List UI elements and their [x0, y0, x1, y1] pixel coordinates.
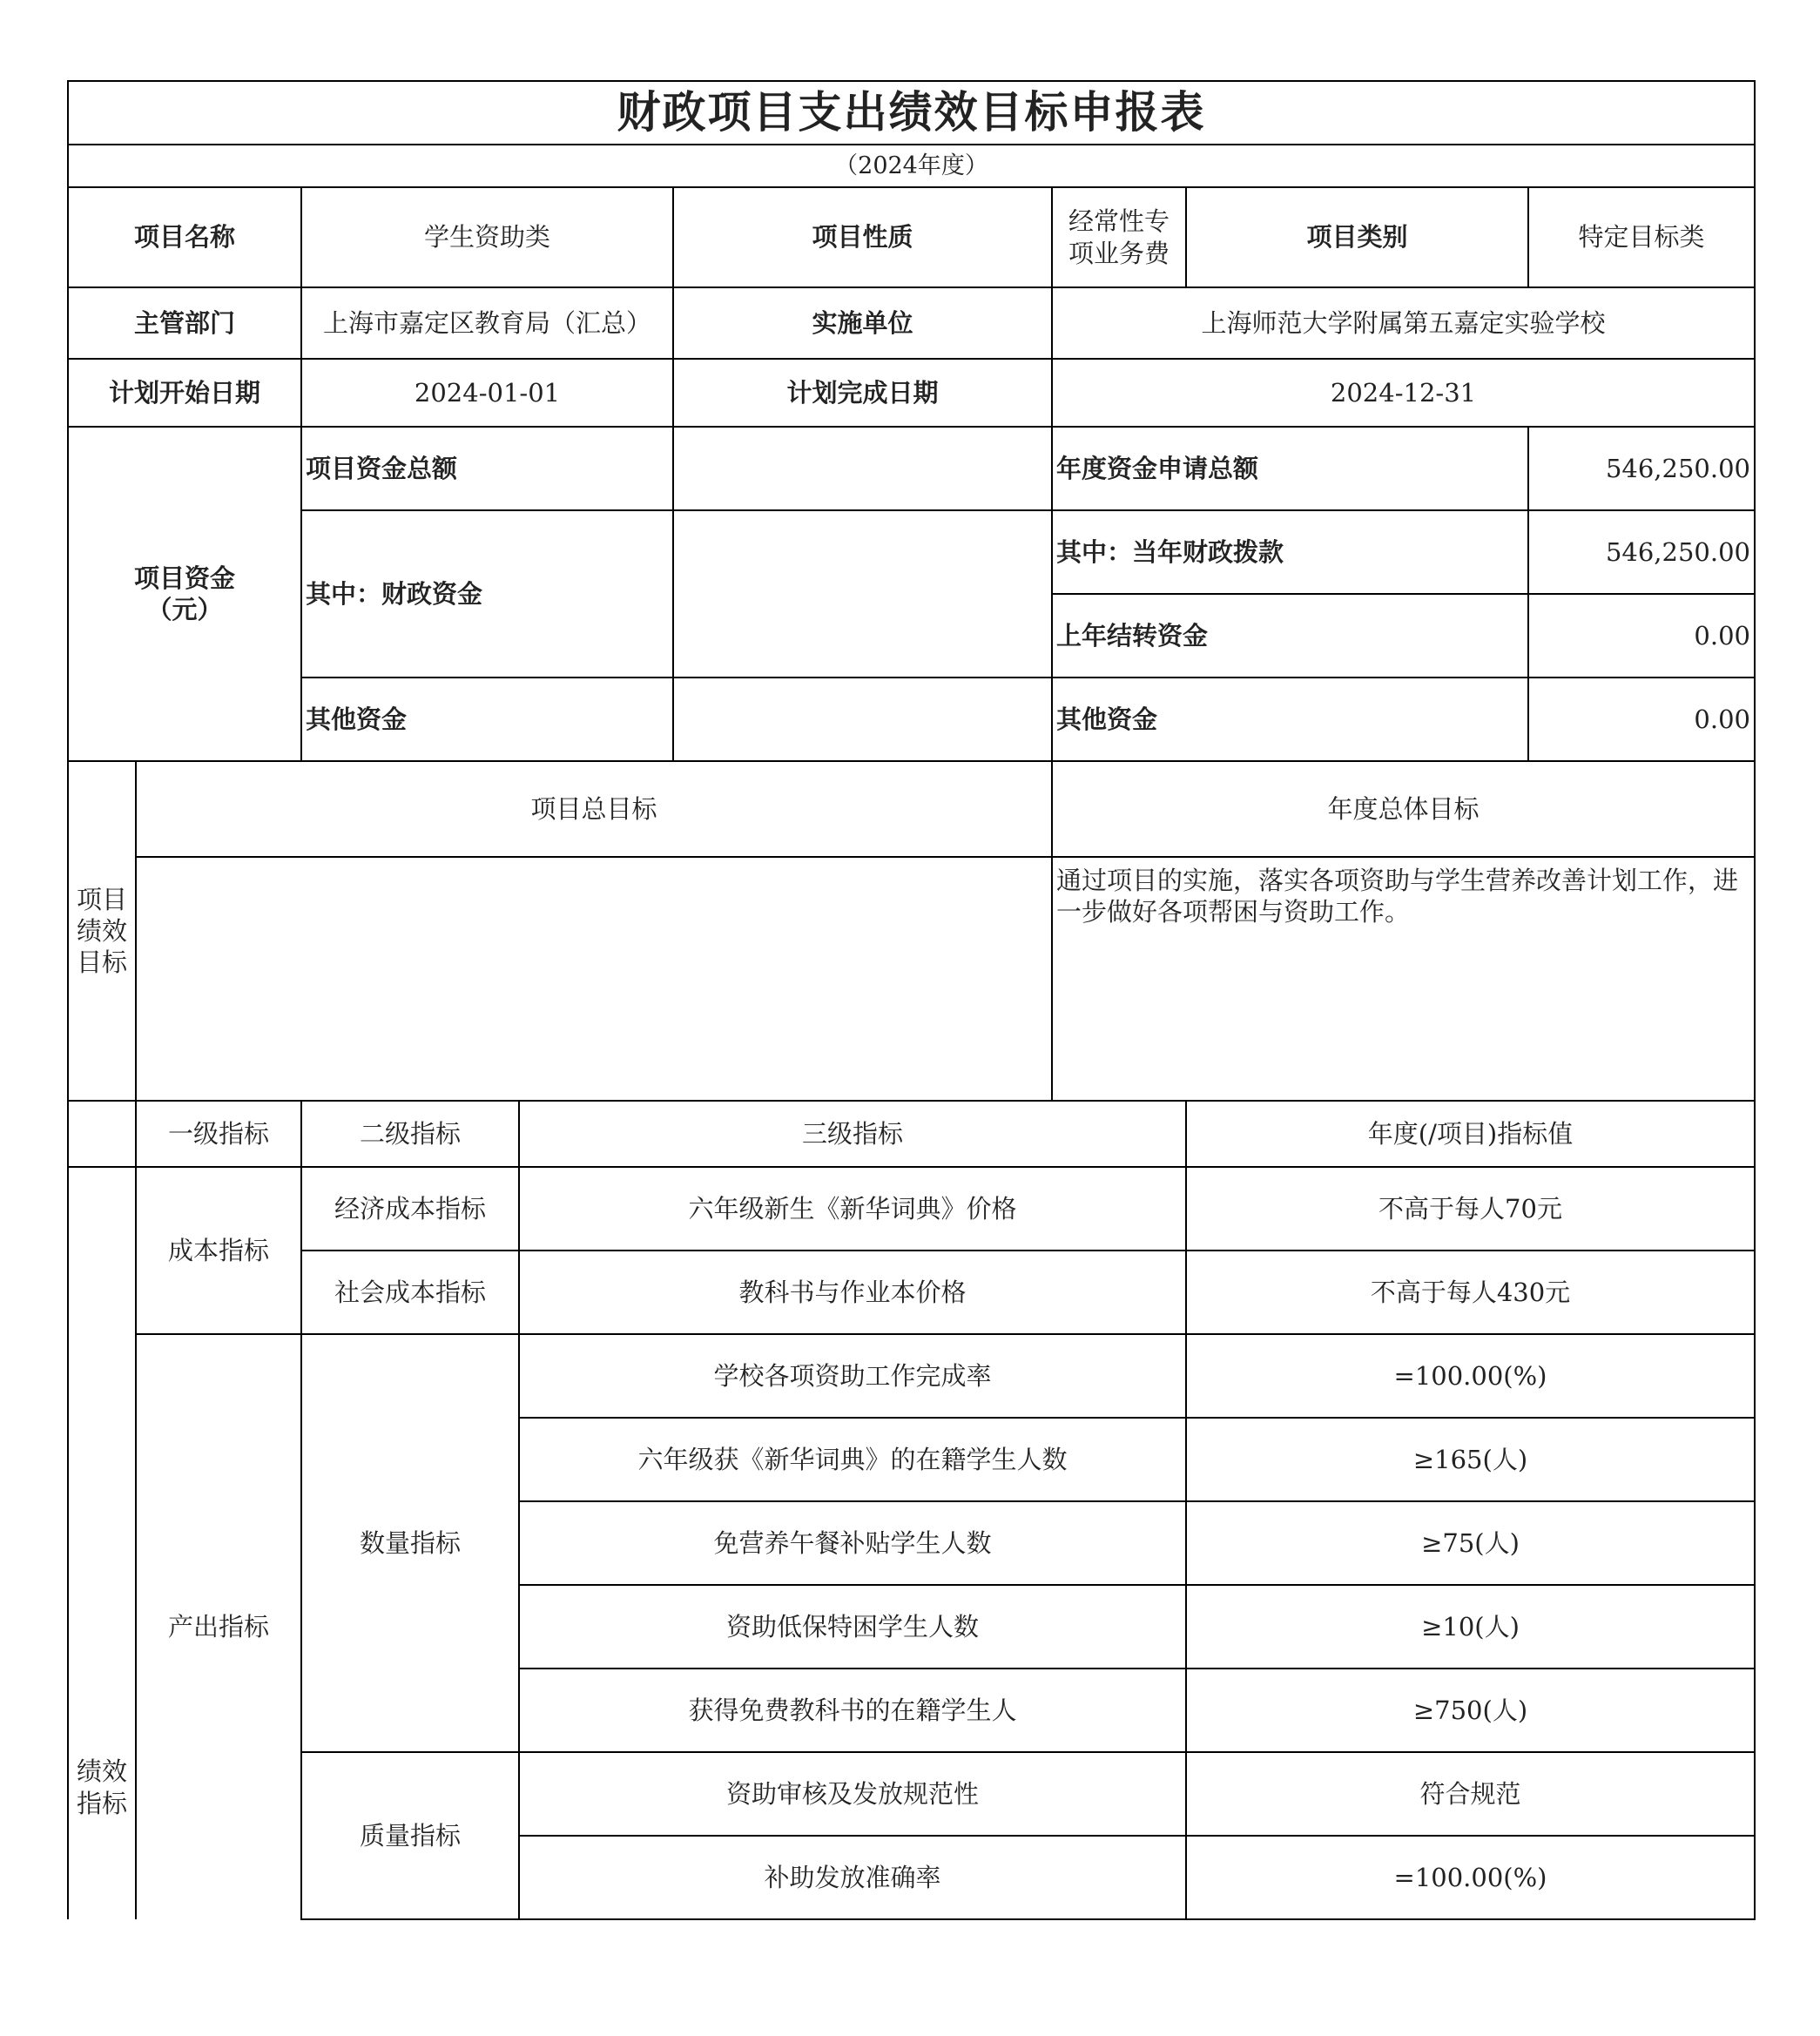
indicator-row-value: ≥75(人): [1186, 1501, 1755, 1585]
funds-total-value: [673, 427, 1052, 510]
indicator-header-blank: [68, 1101, 136, 1167]
project-nature-label: 项目性质: [673, 187, 1052, 287]
annual-total-value: 546,250.00: [1528, 427, 1755, 510]
indicator-row-name: 免营养午餐补贴学生人数: [519, 1501, 1186, 1585]
current-fiscal-value: 546,250.00: [1528, 510, 1755, 594]
funds-label: 项目资金 （元）: [68, 427, 301, 761]
social-cost-label: 社会成本指标: [301, 1251, 519, 1334]
start-date-value: 2024-01-01: [301, 359, 673, 427]
indicator-row-name: 资助低保特困学生人数: [519, 1585, 1186, 1669]
total-goal-text: [136, 857, 1052, 1101]
indicator-row-name: 获得免费教科书的在籍学生人: [519, 1669, 1186, 1752]
funds-other-value: [673, 678, 1052, 761]
indicator-row-value: 不高于每人70元: [1186, 1167, 1755, 1251]
performance-report-table: [67, 80, 1756, 1920]
funds-fiscal-label: 其中：财政资金: [301, 510, 673, 678]
header-level2: 二级指标: [301, 1101, 519, 1167]
funds-other-label: 其他资金: [301, 678, 673, 761]
project-name-value: 学生资助类: [301, 187, 673, 287]
header-value: 年度(/项目)指标值: [1186, 1101, 1755, 1167]
end-date-value: 2024-12-31: [1052, 359, 1755, 427]
annual-goal-text: 通过项目的实施，落实各项资助与学生营养改善计划工作，进一步做好各项帮困与资助工作。: [1052, 857, 1755, 1101]
unit-value: 上海师范大学附属第五嘉定实验学校: [1052, 287, 1755, 359]
cost-indicator-label: 成本指标: [136, 1167, 301, 1334]
report-title: 财政项目支出绩效目标申报表: [68, 81, 1755, 145]
quantity-indicator-label: 数量指标: [301, 1334, 519, 1752]
dept-value: 上海市嘉定区教育局（汇总）: [301, 287, 673, 359]
current-fiscal-label: 其中：当年财政拨款: [1052, 510, 1528, 594]
total-goal-header: 项目总目标: [136, 761, 1052, 857]
indicator-row-value: ≥165(人): [1186, 1418, 1755, 1501]
indicator-row-name: 补助发放准确率: [519, 1836, 1186, 1919]
indicator-row-name: 资助审核及发放规范性: [519, 1752, 1186, 1836]
header-level3: 三级指标: [519, 1101, 1186, 1167]
report-year: （2024年度）: [68, 145, 1755, 187]
indicator-row-value: =100.00(%): [1186, 1836, 1755, 1919]
indicator-row-value: ≥10(人): [1186, 1585, 1755, 1669]
funds-fiscal-value: [673, 510, 1052, 678]
indicator-row-name: 六年级获《新华词典》的在籍学生人数: [519, 1418, 1186, 1501]
goals-label: 项目 绩效 目标: [68, 761, 136, 1101]
annual-other-value: 0.00: [1528, 678, 1755, 761]
annual-other-label: 其他资金: [1052, 678, 1528, 761]
project-name-label: 项目名称: [68, 187, 301, 287]
header-level1: 一级指标: [136, 1101, 301, 1167]
annual-total-label: 年度资金申请总额: [1052, 427, 1528, 510]
funds-total-label: 项目资金总额: [301, 427, 673, 510]
dept-label: 主管部门: [68, 287, 301, 359]
indicator-row-name: 学校各项资助工作完成率: [519, 1334, 1186, 1418]
output-indicator-label: 产出指标: [136, 1334, 301, 1919]
carryover-label: 上年结转资金: [1052, 594, 1528, 678]
project-nature-value: 经常性专项业务费: [1052, 187, 1186, 287]
econ-cost-label: 经济成本指标: [301, 1167, 519, 1251]
carryover-value: 0.00: [1528, 594, 1755, 678]
indicator-row-value: ≥750(人): [1186, 1669, 1755, 1752]
indicator-row-value: =100.00(%): [1186, 1334, 1755, 1418]
project-category-value: 特定目标类: [1528, 187, 1755, 287]
indicator-row-value: 不高于每人430元: [1186, 1251, 1755, 1334]
indicator-row-value: 符合规范: [1186, 1752, 1755, 1836]
project-category-label: 项目类别: [1186, 187, 1528, 287]
indicator-row-name: 六年级新生《新华词典》价格: [519, 1167, 1186, 1251]
end-date-label: 计划完成日期: [673, 359, 1052, 427]
annual-goal-header: 年度总体目标: [1052, 761, 1755, 857]
indicator-row-name: 教科书与作业本价格: [519, 1251, 1186, 1334]
quality-indicator-label: 质量指标: [301, 1752, 519, 1919]
unit-label: 实施单位: [673, 287, 1052, 359]
indicators-label: 绩效 指标: [68, 1167, 136, 1919]
start-date-label: 计划开始日期: [68, 359, 301, 427]
